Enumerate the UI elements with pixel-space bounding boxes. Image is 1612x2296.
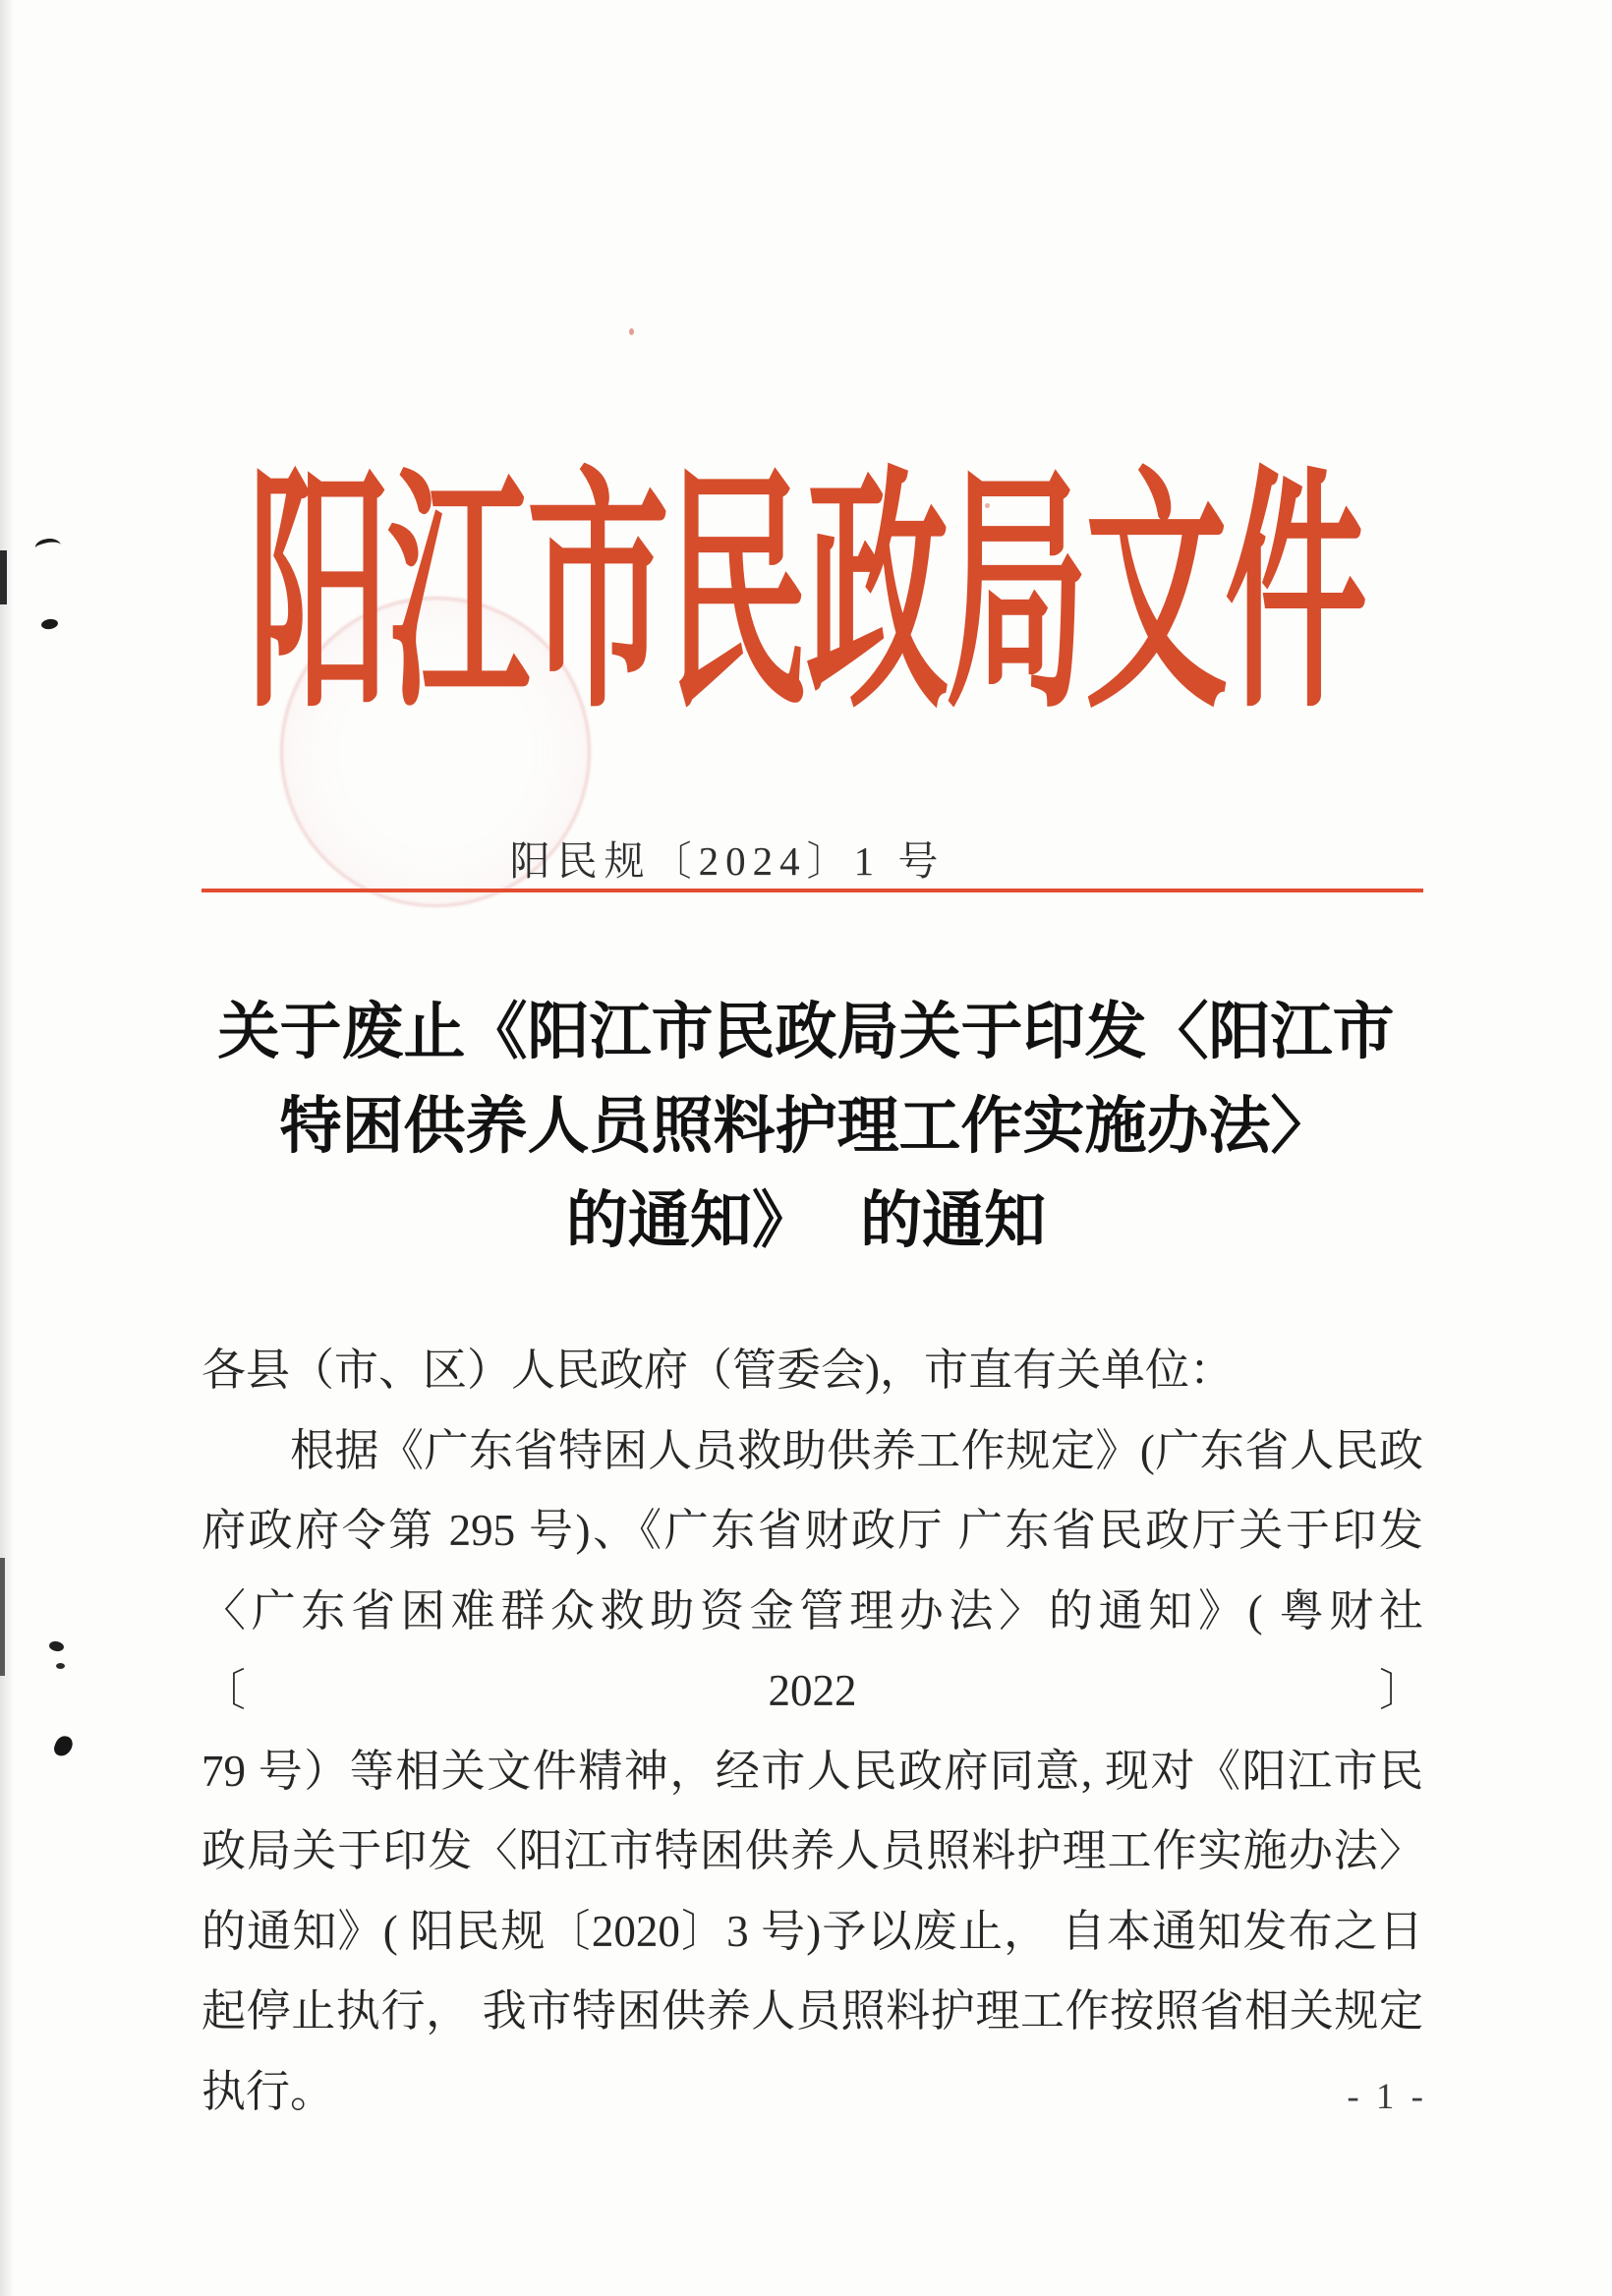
body-line: 政局关于印发〈阳江市特困供养人员照料护理工作实施办法〉 (202, 1826, 1423, 1875)
scan-edge-mark (0, 1558, 5, 1676)
body-line: 府政府令第 295 号)、《广东省财政厅 广东省民政厅关于印发 (202, 1506, 1423, 1555)
body-line: 的通知》( 阳民规〔2020〕3 号)予以废止， 自本通知发布之日 (202, 1906, 1423, 1956)
page-number: - 1 - (1347, 2077, 1427, 2117)
scan-artifact (56, 1663, 65, 1669)
notice-title-line: 特困供养人员照料护理工作实施办法〉 (279, 1092, 1333, 1161)
body-line: 执行。 (202, 2066, 335, 2116)
body-line: 〈广东省困难群众救助资金管理办法〉的通知》( 粤财社〔2022〕 (202, 1585, 1423, 1715)
body-line: 根据《广东省特困人员救助供养工作规定》(广东省人民政 (290, 1425, 1423, 1475)
body-line: 起停止执行， 我市特困供养人员照料护理工作按照省相关规定 (202, 1986, 1423, 2036)
scan-speck (629, 328, 634, 335)
scan-artifact (48, 1640, 65, 1652)
notice-title (0, 985, 1612, 1268)
agency-document-header: 阳江市民政局文件 (248, 455, 1364, 739)
body-line: 79 号）等相关文件精神，经市人民政府同意, 现对《阳江市民 (202, 1746, 1423, 1796)
scan-artifact (52, 1734, 75, 1759)
document-reference-number: 阳民规〔2024〕1 号 (509, 838, 946, 884)
notice-title-line: 的通知》 的通知 (565, 1186, 1047, 1255)
notice-body (202, 1331, 1423, 2132)
red-separator-rule (202, 889, 1423, 892)
notice-title-line: 关于废止《阳江市民政局关于印发〈阳江市 (217, 998, 1395, 1066)
salutation-line: 各县（市、区）人民政府（管委会)，市直有关单位： (202, 1346, 1234, 1395)
